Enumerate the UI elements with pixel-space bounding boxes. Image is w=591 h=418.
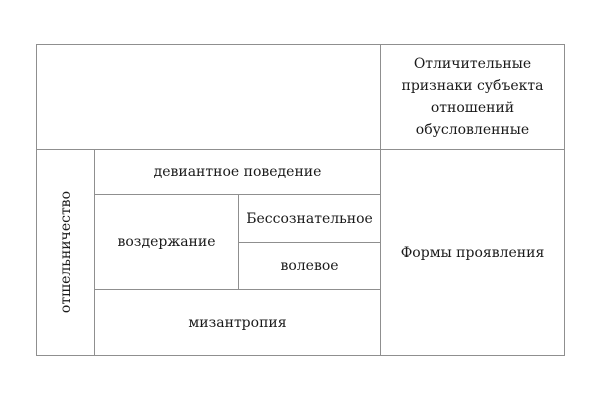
deviant-behavior-cell (94, 149, 381, 195)
header-line-2: признаки субъекта (401, 78, 544, 94)
header-line-1: Отличительные (413, 56, 532, 72)
unconscious-label: Бессознательное (246, 210, 373, 227)
volitional-cell (238, 242, 381, 290)
abstinence-label: воздержание (117, 234, 216, 250)
abstinence-cell (94, 194, 239, 290)
misanthropy-label: мизантропия (188, 314, 287, 331)
deviant-behavior-label: девиантное поведение (153, 164, 322, 180)
volitional-label: волевое (280, 258, 339, 274)
misanthropy-cell (94, 289, 381, 356)
unconscious-cell (238, 194, 381, 243)
header-line-4: обусловленные (415, 122, 530, 138)
forms-of-manifestation-cell (380, 149, 565, 356)
hermitism-label: отшельничество (57, 191, 74, 314)
hermitism-cell (36, 149, 95, 356)
header-line-3: отношений (430, 100, 515, 116)
empty-header-cell (36, 44, 381, 150)
forms-of-manifestation-label: Формы проявления (400, 244, 545, 261)
distinctive-features-header (380, 44, 565, 150)
